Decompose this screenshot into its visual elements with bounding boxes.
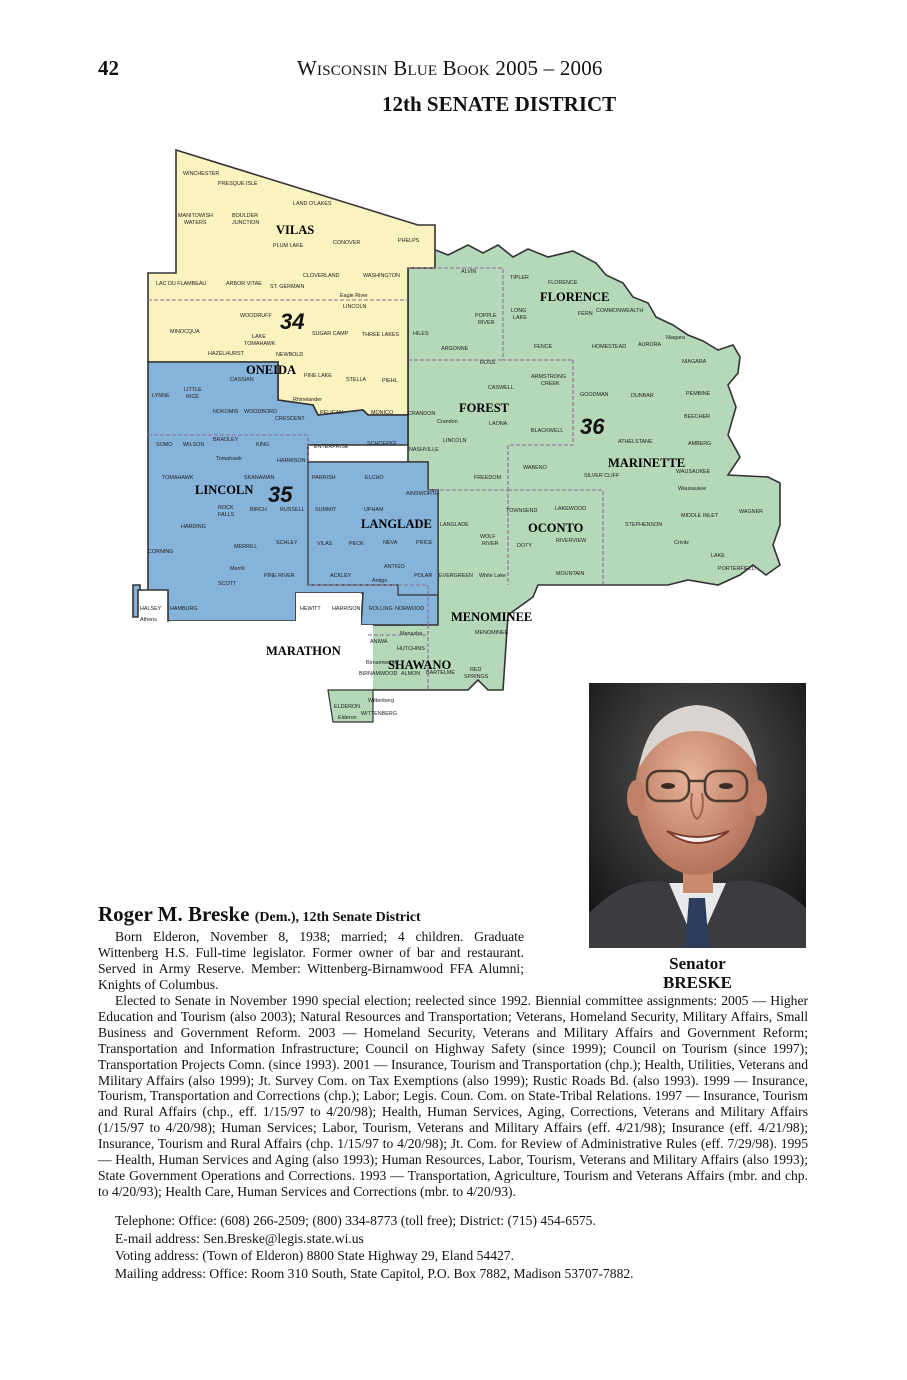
svg-text:WILSON: WILSON (183, 442, 205, 448)
svg-text:LAKEWOOD: LAKEWOOD (555, 506, 587, 512)
svg-text:PELICAN: PELICAN (320, 410, 344, 416)
svg-text:BIRCH: BIRCH (250, 507, 267, 513)
svg-text:ELCHO: ELCHO (365, 475, 384, 481)
mailing-address: Mailing address: Office: Room 310 South, State Capitol, P.O. Box 7882, Madison 53707-7882. (115, 1265, 634, 1281)
county-label: FLORENCE (540, 290, 610, 304)
svg-text:LYNNE: LYNNE (152, 393, 170, 399)
svg-text:LAONA: LAONA (489, 421, 508, 427)
svg-text:GOODMAN: GOODMAN (580, 392, 609, 398)
svg-text:Antigo: Antigo (372, 578, 388, 584)
county-label: MARATHON (266, 644, 341, 658)
svg-text:LONG: LONG (511, 308, 527, 314)
svg-text:NEVA: NEVA (383, 540, 398, 546)
svg-text:FLORENCE: FLORENCE (548, 280, 578, 286)
svg-text:PIEHL: PIEHL (382, 378, 398, 384)
svg-text:Menasha: Menasha (400, 631, 423, 637)
svg-text:NEWBOLD: NEWBOLD (276, 352, 304, 358)
svg-text:PORTERFIELD: PORTERFIELD (718, 566, 756, 572)
svg-text:WITTENBERG: WITTENBERG (361, 711, 397, 717)
svg-text:FENCE: FENCE (534, 344, 553, 350)
committee-assignments: Elected to Senate in November 1990 special election; reelected since 1992. Biennial committee assignments: 2005 — Higher Education and Tourism (also 2003); Natural Resources and Transportation; Veterans, Homeland Security, Military Affairs, Small Business and Government Reform. 2003 — Homeland Security, Veterans and Military Affairs and Government Reform; Transportation and Information Infrastructure; Council on Highway Safety (since 1999); Council on Tourism (since 1997); Transportation Projects Comn. (since 1993). 2001 — Insurance, Tourism and Transportation (chp.); Health, Utilities, Veterans and Military Affairs (also 1999); Jt. Survey Com. on Tax Exemptions (also 1999); Rustic Roads Bd. (also 1993). 1999 — Insurance, Tourism, Transportation and Corrections (chp.); Labor; Legis. Coun. Com. on State-Tribal Relations. 1997 — Insurance, Tourism and Rural Affairs (chp., eff. 1/15/97 to 4/20/98); Health, Human Services, Aging, Corrections, Veterans and Military Affairs (1/15/97 to 4/20/98); Human Services; Labor, Tourism, Veterans and Military Affairs (eff. 4/21/98); Insurance (eff. 4/21/98); Insurance, Tourism and Rural Affairs (chp. 1/15/97 to 4/20/98); Jt. Com. for Review of Administrative Rules (eff. 7/29/98). 1995 — Health, Human Services and Aging (also 1993); Human Resources, Labor, Tourism, Veterans and Military Affairs (also 1993); State Government Operations and Corrections. 1993 — Transportation, Agriculture, Tourism and Veterans Affairs (mbr. and chp. to 4/20/93); Health Care, Human Services and Corrections (mbr. to 4/20/93). (98, 993, 808, 1199)
svg-text:HARDING: HARDING (181, 524, 206, 530)
svg-text:Birnamwood: Birnamwood (366, 660, 396, 666)
svg-text:MERRILL: MERRILL (234, 544, 258, 550)
svg-text:WOLF: WOLF (480, 534, 496, 540)
svg-text:ENTERPRISE: ENTERPRISE (314, 444, 349, 450)
svg-text:POPPLE: POPPLE (475, 313, 497, 319)
svg-text:WINCHESTER: WINCHESTER (183, 171, 220, 177)
svg-text:Athens: Athens (140, 617, 157, 623)
svg-text:SKANAWAN: SKANAWAN (244, 475, 275, 481)
svg-text:AMBERG: AMBERG (688, 441, 712, 447)
svg-text:STELLA: STELLA (346, 377, 367, 383)
svg-text:SUGAR CAMP: SUGAR CAMP (312, 331, 349, 337)
svg-text:LANGLADE: LANGLADE (440, 522, 469, 528)
svg-text:LAND O'LAKES: LAND O'LAKES (293, 201, 332, 207)
svg-text:ANTIGO: ANTIGO (384, 564, 405, 570)
svg-text:CORNING: CORNING (148, 549, 174, 555)
svg-text:ARGONNE: ARGONNE (441, 346, 469, 352)
svg-text:SCHLEY: SCHLEY (276, 540, 298, 546)
svg-text:ROCK: ROCK (218, 505, 234, 511)
svg-text:PLUM LAKE: PLUM LAKE (273, 243, 304, 249)
svg-text:JUNCTION: JUNCTION (232, 220, 260, 226)
svg-text:WOODBORO: WOODBORO (244, 409, 278, 415)
svg-text:WOODRUFF: WOODRUFF (240, 313, 272, 319)
svg-text:ALVIN: ALVIN (461, 269, 477, 275)
svg-text:DOTY: DOTY (517, 543, 532, 549)
svg-text:SCOTT: SCOTT (218, 581, 237, 587)
svg-text:ST. GERMAIN: ST. GERMAIN (270, 284, 305, 290)
svg-text:WAGNER: WAGNER (739, 509, 764, 515)
svg-text:Merrill: Merrill (230, 566, 245, 572)
svg-text:SILVER CLIFF: SILVER CLIFF (584, 473, 620, 479)
svg-text:BOULDER: BOULDER (232, 213, 259, 219)
svg-text:AINSWORTH: AINSWORTH (406, 491, 439, 497)
svg-text:TOMAHAWK: TOMAHAWK (244, 341, 276, 347)
svg-text:KING: KING (256, 442, 270, 448)
svg-text:CLOVERLAND: CLOVERLAND (303, 273, 340, 279)
svg-text:CREEK: CREEK (541, 381, 560, 387)
svg-text:Crandon: Crandon (437, 419, 458, 425)
svg-text:Crivitz: Crivitz (674, 540, 689, 546)
svg-text:NORWOOD: NORWOOD (395, 606, 425, 612)
svg-text:TIPLER: TIPLER (510, 275, 529, 281)
running-head: Wisconsin Blue Book 2005 – 2006 (297, 56, 603, 80)
svg-text:LITTLE: LITTLE (184, 387, 202, 393)
svg-text:Wittenberg: Wittenberg (368, 698, 395, 704)
svg-text:CASWELL: CASWELL (488, 385, 514, 391)
svg-text:LAKE: LAKE (711, 553, 725, 559)
svg-text:Rhinelander: Rhinelander (293, 397, 323, 403)
svg-text:ARMSTRONG: ARMSTRONG (531, 374, 567, 380)
svg-text:AURORA: AURORA (638, 342, 662, 348)
svg-text:HEWITT: HEWITT (300, 606, 321, 612)
county-label: VILAS (276, 223, 315, 237)
svg-text:Eagle River: Eagle River (340, 293, 368, 299)
svg-text:RIVER: RIVER (478, 320, 495, 326)
svg-text:Tomahawk: Tomahawk (216, 456, 242, 462)
svg-text:MINOCQUA: MINOCQUA (170, 329, 200, 335)
biography: Born Elderon, November 8, 1938; married; 4 children. Graduate Wittenberg H.S. Full-time legislator. Former owner of bar and restaurant. Served in Army Reserve. Member: Wittenberg-Birnamwood FFA Alumni; Knights of Columbus. (98, 929, 524, 992)
svg-text:RUSSELL: RUSSELL (280, 507, 305, 513)
svg-text:LINCOLN: LINCOLN (443, 438, 467, 444)
svg-text:WATERS: WATERS (184, 220, 207, 226)
district-number: 35 (268, 482, 293, 507)
svg-text:LAKE: LAKE (252, 334, 266, 340)
svg-text:MOUNTAIN: MOUNTAIN (556, 571, 585, 577)
svg-text:STEPHENSON: STEPHENSON (625, 522, 663, 528)
svg-text:HALSEY: HALSEY (140, 606, 162, 612)
svg-text:CONOVER: CONOVER (333, 240, 361, 246)
svg-text:MANITOWISH: MANITOWISH (178, 213, 213, 219)
svg-text:PINE LAKE: PINE LAKE (304, 373, 332, 379)
svg-text:RIVER: RIVER (482, 541, 499, 547)
svg-text:TOMAHAWK: TOMAHAWK (162, 475, 194, 481)
svg-text:MENOMINEE: MENOMINEE (475, 630, 509, 636)
svg-text:NIAGARA: NIAGARA (682, 359, 707, 365)
svg-text:HAZELHURST: HAZELHURST (208, 351, 244, 357)
svg-text:FERN: FERN (578, 311, 593, 317)
svg-text:NASHVILLE: NASHVILLE (409, 447, 439, 453)
svg-text:HUTCHINS: HUTCHINS (397, 646, 425, 652)
svg-text:ELDERON: ELDERON (334, 704, 361, 710)
svg-text:PECK: PECK (349, 541, 364, 547)
svg-text:PEMBINE: PEMBINE (686, 391, 711, 397)
svg-text:BARTELME: BARTELME (426, 670, 455, 676)
svg-text:WAUSAUKEE: WAUSAUKEE (676, 469, 711, 475)
county-label: MARINETTE (608, 456, 686, 470)
svg-text:BLACKWELL: BLACKWELL (531, 428, 564, 434)
svg-text:TOWNSEND: TOWNSEND (506, 508, 538, 514)
svg-text:ARBOR VITAE: ARBOR VITAE (226, 281, 262, 287)
county-label: LINCOLN (195, 483, 254, 497)
district-number: 36 (580, 414, 605, 439)
svg-text:WASHINGTON: WASHINGTON (363, 273, 400, 279)
svg-text:ANIWA: ANIWA (370, 639, 388, 645)
svg-text:FREEDOM: FREEDOM (474, 475, 501, 481)
voting-address: Voting address: (Town of Elderon) 8800 State Highway 29, Eland 54427. (115, 1248, 514, 1264)
svg-text:CRANDON: CRANDON (408, 411, 436, 417)
svg-text:HILES: HILES (413, 331, 429, 337)
svg-text:VILAS: VILAS (317, 541, 333, 547)
county-label: FOREST (459, 401, 510, 415)
svg-text:SUMMIT: SUMMIT (315, 507, 337, 513)
svg-text:White Lake: White Lake (479, 573, 506, 579)
svg-text:LINCOLN: LINCOLN (343, 304, 367, 310)
svg-text:LAC DU FLAMBEAU: LAC DU FLAMBEAU (156, 281, 207, 287)
svg-text:HARRISON: HARRISON (332, 606, 361, 612)
district-title: 12th SENATE DISTRICT (382, 92, 617, 116)
svg-text:RICE: RICE (186, 394, 199, 400)
telephone: Telephone: Office: (608) 266-2509; (800) 334-8773 (toll free); District: (715) 454-6575. (115, 1213, 596, 1228)
svg-text:HARRISON: HARRISON (277, 458, 306, 464)
svg-text:NOKOMIS: NOKOMIS (213, 409, 239, 415)
svg-text:HAMBURG: HAMBURG (170, 606, 198, 612)
svg-text:RIVERVIEW: RIVERVIEW (556, 538, 587, 544)
svg-text:ALMON: ALMON (401, 671, 421, 677)
svg-text:POLAR: POLAR (414, 573, 433, 579)
svg-text:BIRNAMWOOD: BIRNAMWOOD (359, 671, 398, 677)
svg-text:BEECHER: BEECHER (684, 414, 711, 420)
svg-text:ROSS: ROSS (480, 360, 496, 366)
svg-text:UPHAM: UPHAM (364, 507, 384, 513)
svg-text:SOMO: SOMO (156, 442, 173, 448)
svg-text:PINE RIVER: PINE RIVER (264, 573, 295, 579)
svg-text:ACKLEY: ACKLEY (330, 573, 352, 579)
svg-text:COMMONWEALTH: COMMONWEALTH (596, 308, 644, 314)
county-label: LANGLADE (361, 517, 432, 531)
county-label: MENOMINEE (451, 610, 533, 624)
svg-text:THREE LAKES: THREE LAKES (362, 332, 400, 338)
svg-text:Elderon: Elderon (338, 715, 357, 721)
svg-text:MONICO: MONICO (371, 410, 394, 416)
svg-text:Wausaukee: Wausaukee (678, 486, 707, 492)
contact-info (98, 1212, 808, 1282)
svg-text:RED: RED (470, 667, 482, 673)
svg-text:FALLS: FALLS (218, 512, 235, 518)
county-label: OCONTO (528, 521, 584, 535)
district-number: 34 (280, 309, 305, 334)
svg-text:Niagara: Niagara (666, 335, 685, 341)
svg-text:WABENO: WABENO (523, 465, 547, 471)
svg-text:SCHOEPKE: SCHOEPKE (367, 441, 397, 447)
county-label: SHAWANO (388, 658, 452, 672)
svg-text:CRESCENT: CRESCENT (275, 416, 305, 422)
senator-portrait (589, 683, 806, 948)
portrait-caption: Senator BRESKE (663, 954, 732, 992)
svg-text:LAKE: LAKE (513, 315, 527, 321)
county-label: ONEIDA (246, 363, 297, 377)
svg-text:ROLLING: ROLLING (369, 606, 393, 612)
legislator-name: Roger M. Breske (Dem.), 12th Senate District (98, 902, 421, 926)
svg-text:PHELPS: PHELPS (398, 238, 420, 244)
svg-text:HOMESTEAD: HOMESTEAD (592, 344, 627, 350)
email[interactable]: E-mail address: Sen.Breske@legis.state.wi.us (115, 1230, 364, 1246)
svg-text:PARRISH: PARRISH (312, 475, 336, 481)
page-number: 42 (98, 56, 119, 80)
svg-text:PRESQUE ISLE: PRESQUE ISLE (218, 181, 258, 187)
svg-text:MIDDLE INLET: MIDDLE INLET (681, 513, 719, 519)
svg-text:DUNBAR: DUNBAR (631, 393, 654, 399)
svg-text:EVERGREEN: EVERGREEN (439, 573, 473, 579)
svg-text:BRADLEY: BRADLEY (213, 437, 239, 443)
svg-text:ATHELSTANE: ATHELSTANE (618, 439, 653, 445)
svg-text:PRICE: PRICE (416, 540, 433, 546)
svg-text:CASSIAN: CASSIAN (230, 377, 254, 383)
district-map (128, 145, 783, 725)
svg-text:SPRINGS: SPRINGS (464, 674, 489, 680)
